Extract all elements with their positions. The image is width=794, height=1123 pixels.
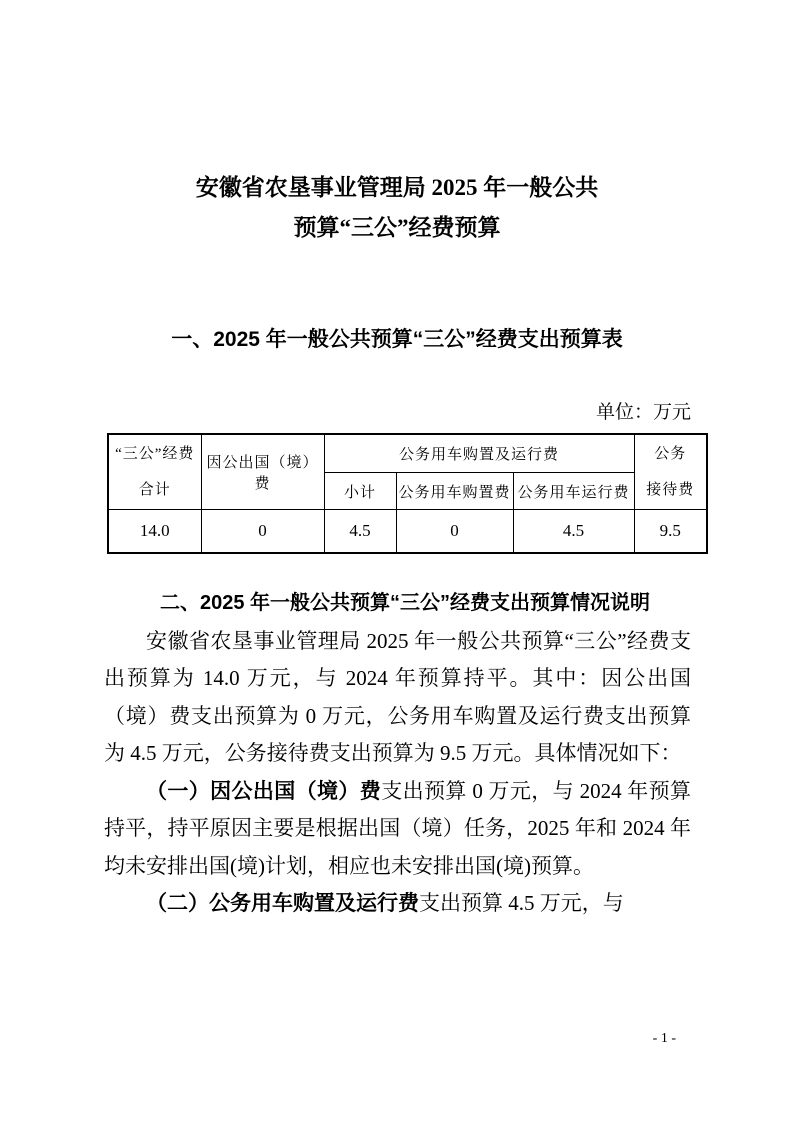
header-reception-fee-line-1: 公务 (654, 446, 687, 462)
value-vehicle-operation: 4.5 (513, 510, 634, 554)
header-sangong-total-line-1: “三公”经费 (115, 446, 195, 462)
unit-label: 单位：万元 (595, 402, 691, 423)
section-one-heading: 一、2025 年一般公共预算“三公”经费支出预算表 (171, 328, 623, 351)
header-vehicle-group: 公务用车购置及运行费 (324, 434, 634, 473)
page-number: - 1 - (652, 1031, 676, 1046)
header-abroad-fee: 因公出国（境）费 (201, 434, 324, 510)
document-title (0, 168, 794, 248)
paragraph-vehicle (104, 885, 691, 923)
sangong-budget-table (107, 433, 708, 554)
value-sangong-total: 14.0 (108, 510, 201, 554)
value-vehicle-purchase: 0 (396, 510, 513, 554)
table-row (108, 510, 707, 554)
document-title-line-2: 预算“三公”经费预算 (293, 215, 501, 240)
value-abroad-fee: 0 (201, 510, 324, 554)
paragraph-abroad-text: 支出预算 0 万元，与 2024 年预算持平，持平原因主要是根据出国（境）任务，2025 年和 2024 年均未安排出国(境)计划，相应也未安排出国(境)预算。 (104, 778, 692, 878)
paragraph-vehicle-text: 支出预算 4.5 万元，与 (419, 891, 624, 915)
header-sangong-total (108, 434, 201, 510)
header-vehicle-purchase: 公务用车购置费 (396, 473, 513, 510)
header-sangong-total-line-2: 合计 (138, 482, 171, 498)
header-vehicle-subtotal: 小计 (324, 473, 396, 510)
paragraph-abroad (104, 773, 691, 886)
document-title-line-1: 安徽省农垦事业管理局 2025 年一般公共 (195, 175, 599, 200)
header-reception-fee (634, 434, 707, 510)
paragraph-summary: 安徽省农垦事业管理局 2025 年一般公共预算“三公”经费支出预算为 14.0 万元，与 2024 年预算持平。其中：因公出国（境）费支出预算为 0 万元，公务用车购置及运行费支出预算为 4.5 万元，公务接待费支出预算为 9.5 万元。具体情况如下： (104, 628, 691, 765)
paragraph-vehicle-lead: （二）公务用车购置及运行费 (146, 891, 419, 915)
value-reception-fee: 9.5 (634, 510, 707, 554)
header-reception-fee-line-2: 接待费 (646, 482, 695, 498)
header-vehicle-operation: 公务用车运行费 (513, 473, 634, 510)
section-two-heading: 二、2025 年一般公共预算“三公”经费支出预算情况说明 (160, 592, 651, 614)
body-text (104, 585, 691, 923)
value-vehicle-subtotal: 4.5 (324, 510, 396, 554)
paragraph-abroad-lead: （一）因公出国（境）费 (146, 778, 382, 803)
